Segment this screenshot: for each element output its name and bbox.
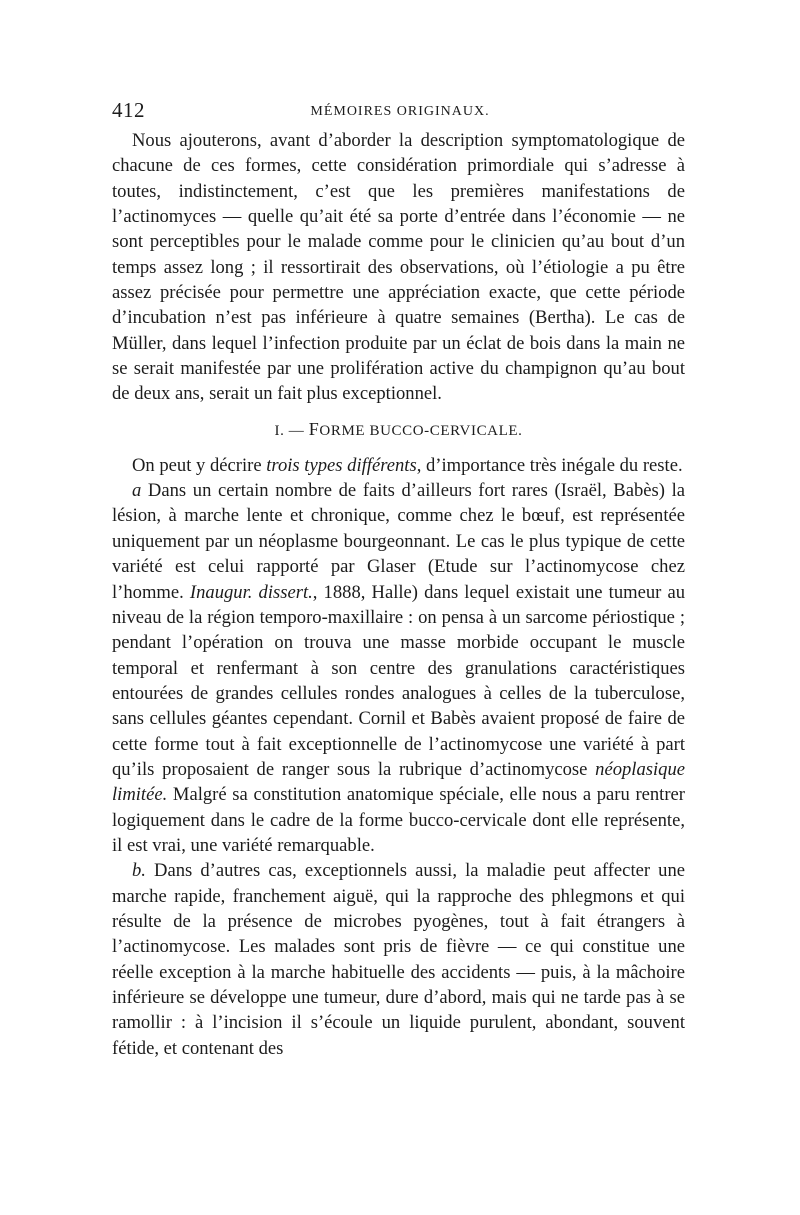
section-heading — [112, 407, 685, 453]
paragraph-types — [112, 453, 685, 478]
variety-b-marker: b. — [132, 860, 146, 882]
section-number: I. — — [274, 422, 305, 439]
variety-a-emphasis: néoplasique limitée. — [112, 758, 685, 806]
paragraph-types-after: , d’importance très inégale du reste. — [416, 454, 683, 476]
page-header — [112, 98, 688, 124]
paragraph-types-emphasis: trois types différents — [266, 454, 417, 476]
section-title-initial: F — [308, 418, 320, 439]
paragraph-incubation-text: Nous ajouterons, avant d’aborder la description symptomatologique de chacune de ces formes, cette considération primordiale qui s’adresse à toutes, indistinctement, c’est que les premières manifestations de l’actinomyces — quelle qu’ait été sa porte d’entrée dans l’économie — ne sont perceptibles pour le malade comme pour le clinicien qu’au bout d’un temps assez long ; il ressortirait des observations, où l’étiologie a pu être assez précisée pour permettre une appréciation exacte, que cette période d’incubation n’est pas inférieure à quatre semaines (Bertha). Le cas de Müller, dans lequel l’infection produite par un éclat de bois dans la main ne se serait manifestée par une prolifération active du champignon qu’au bout de deux ans, serait un fait plus exceptionnel. — [112, 130, 685, 405]
variety-a-marker: a — [132, 480, 142, 502]
paragraph-types-before: On peut y décrire — [132, 454, 267, 476]
page-number: 412 — [112, 98, 145, 122]
running-head: MÉMOIRES ORIGINAUX. — [310, 104, 490, 119]
paragraph-incubation — [112, 128, 685, 407]
variety-b-text: Dans d’autres cas, exceptionnels aussi, la maladie peut affecter une marche rapide, franchement aiguë, qui la rapproche des phlegmons et qui résulte de la présence de microbes pyogènes, tout à fait étrangers à l’actinomycose. Les malades sont pris de fièvre — ce qui constitue une réelle exception à la marche habituelle des accidents — puis, à la mâchoire inférieure se développe une tumeur, dure d’abord, mais qui ne tarde pas à se ramollir : à l’incision il s’écoule un liquide purulent, abondant, souvent fétide, et contenant des — [112, 860, 685, 1059]
variety-a-text-1: Dans un certain nombre de faits d’ailleurs fort rares (Israël, Babès) la lésion, à marche lente et chronique, comme chez le bœuf, est représentée uniquement par un néoplasme bourgeonnant. Le cas le plus typique de cette variété est celui rapporté par Glaser (Etude sur l’actinomycose chez l’homme. — [112, 480, 685, 603]
paragraph-variety-a — [112, 478, 685, 858]
paragraph-variety-b — [112, 858, 685, 1061]
variety-a-citation: Inaugur. dissert. — [189, 581, 313, 603]
variety-a-text-3: Malgré sa constitution anatomique spéciale, elle nous a paru rentrer logiquement dans le cadre de la forme bucco-cervicale dont elle représente, il est vrai, une variété remarquable. — [112, 784, 685, 856]
variety-a-text-2: , 1888, Halle) dans lequel existait une tumeur au niveau de la région temporo-maxillaire : on pensa à un sarcome périostique ; pendant l’opération on trouva une masse morbide occupant le muscle temporal et renfermant à son centre des granulations caractéristiques entourées de grandes cellules rondes analogues à celles de la tuberculose, sans cellules géantes cependant. Cornil et Babès avaient proposé de faire de cette forme tout à fait exceptionnelle de l’actinomycose une variété à part qu’ils proposaient de ranger sous la rubrique d’actinomycose — [112, 581, 685, 780]
body-text — [112, 128, 685, 1061]
section-title-rest: ORME BUCCO-CERVICALE. — [319, 422, 523, 439]
